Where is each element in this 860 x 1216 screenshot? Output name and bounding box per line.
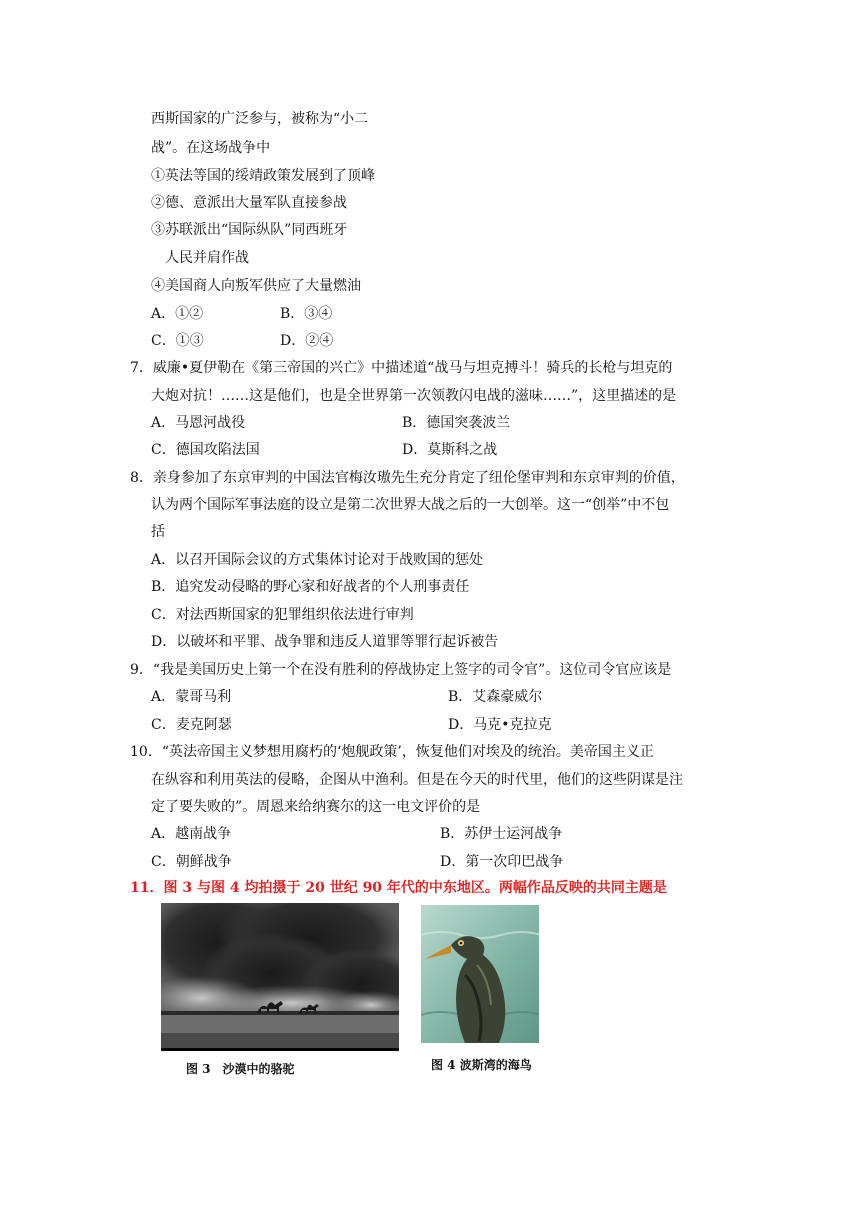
figure-3-image: [161, 903, 399, 1051]
figure-4-caption: 图 4 波斯湾的海鸟: [431, 1058, 532, 1072]
q10-option-a: A．越南战争: [151, 826, 232, 842]
q11-stem: 11．图 3 与图 4 均拍摄于 20 世纪 90 年代的中东地区。两幅作品反映的共同主题是: [130, 880, 667, 896]
q10-stem: 10．“英法帝国主义梦想用腐朽的‘炮舰政策’，恢复他们对埃及的统治。美帝国主义正: [130, 744, 654, 760]
q8-stem: 8．亲身参加了东京审判的中国法官梅汝璈先生充分肯定了纽伦堡审判和东京审判的价值，: [130, 470, 685, 486]
q8-stem: 认为两个国际军事法庭的设立是第二次世界大战之后的一大创举。这一“创举”中不包: [151, 497, 670, 513]
q6-item: ②德、意派出大量军队直接参战: [151, 195, 347, 211]
q6-item: ④美国商人向叛军供应了大量燃油: [151, 278, 361, 294]
q8-option-c: C．对法西斯国家的犯罪组织依法进行审判: [151, 607, 414, 623]
oil-covered-seabird-photo: [421, 905, 539, 1043]
q7-stem: 7．威廉•夏伊勒在《第三帝国的兴亡》中描述道“战马与坦克搏斗！骑兵的长枪与坦克的: [130, 360, 673, 376]
q6-item: ①英法等国的绥靖政策发展到了顶峰: [151, 168, 375, 184]
q7-option-a: A．马恩河战役: [151, 415, 246, 431]
q8-option-d: D．以破坏和平罪、战争罪和违反人道罪等罪行起诉被告: [151, 634, 499, 650]
q8-option-b: B．追究发动侵略的野心家和好战者的个人刑事责任: [151, 579, 470, 595]
q10-stem: 在纵容和利用英法的侵略，企图从中渔利。但是在今天的时代里，他们的这些阴谋是注: [151, 772, 683, 788]
q10-option-d: D．第一次印巴战争: [440, 854, 564, 870]
figure-3-caption: 图 3 沙漠中的骆驼: [186, 1062, 295, 1076]
q7-option-b: B．德国突袭波兰: [402, 415, 511, 431]
q8-option-a: A．以召开国际会议的方式集体讨论对于战败国的惩处: [151, 552, 484, 568]
q6-option-a: A．①②: [151, 306, 204, 322]
q9-option-d: D．马克•克拉克: [448, 717, 552, 733]
q10-stem: 定了要失败的”。周恩来给纳赛尔的这一电文评价的是: [151, 799, 481, 815]
q6-text-line: 战”。在这场战争中: [151, 140, 271, 156]
figure-4-image: [421, 905, 539, 1043]
q9-option-a: A．蒙哥马利: [151, 689, 232, 705]
q6-item: 人民并肩作战: [165, 250, 249, 266]
q6-option-c: C．①③: [151, 333, 204, 349]
q8-stem: 括: [151, 524, 165, 540]
q9-stem: 9．“我是美国历史上第一个在没有胜利的停战协定上签字的司令官”。这位司令官应该是: [130, 662, 672, 678]
q9-option-c: C．麦克阿瑟: [151, 717, 232, 733]
q7-option-c: C．德国攻陷法国: [151, 442, 260, 458]
q6-text-line: 西斯国家的广泛参与，被称为“小二: [151, 111, 369, 127]
desert-smoke-photo: [161, 903, 399, 1051]
q10-option-b: B．苏伊士运河战争: [440, 826, 563, 842]
q7-option-d: D．莫斯科之战: [402, 442, 498, 458]
q6-option-b: B．③④: [280, 306, 333, 322]
q9-option-b: B．艾森豪威尔: [448, 689, 543, 705]
q7-stem: 大炮对抗！……这是他们，也是全世界第一次领教闪电战的滋味……”，这里描述的是: [151, 388, 677, 404]
q6-item: ③苏联派出“国际纵队”同西班牙: [151, 222, 348, 238]
q10-option-c: C．朝鲜战争: [151, 854, 232, 870]
q6-option-d: D．②④: [280, 333, 334, 349]
